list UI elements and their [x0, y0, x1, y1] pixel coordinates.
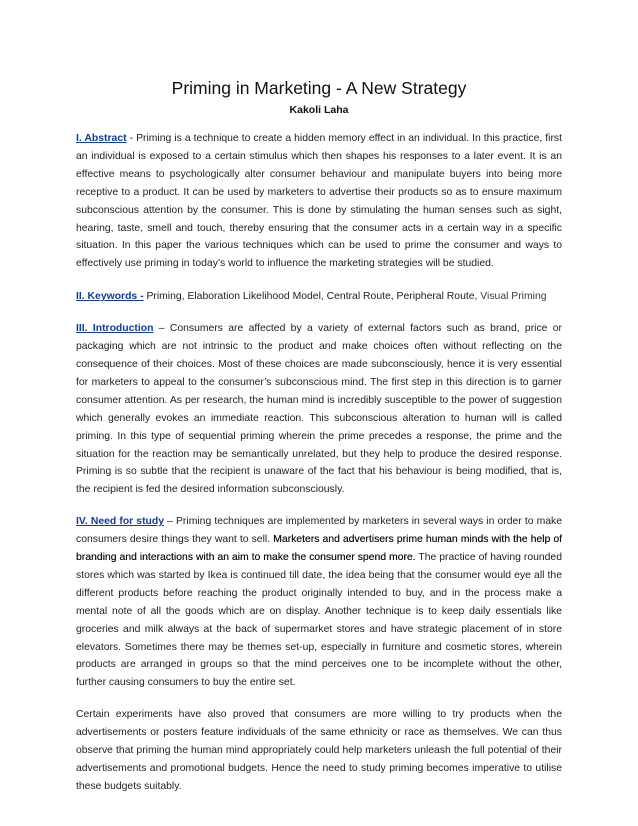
- need-for-study-section: [76, 513, 562, 692]
- introduction-heading: III. Introduction: [76, 323, 154, 335]
- abstract-body: Priming is a technique to create a hidden memory effect in an individual. In this practice, first an individual is exposed to a certain stimulus which then shapes his responses to a later event. It is an effective means to psychologically alter consumer behaviour and manipulate buyers into being more receptive to a product. It can be used by marketers to advertise their products so as to ensure maximum subconscious attention by the consumer. This is done by stimulating the human senses such as sight, hearing, taste, smell and touch, thereby ensuring that the consumer acts in a certain way in a specific situation. In this paper the various techniques which can be used to prime the consumer and ways to effectively use priming in today’s world to influence the marketing strategies will be studied.: [76, 133, 562, 270]
- keywords-section: [76, 288, 562, 306]
- introduction-body: Consumers are affected by a variety of external factors such as brand, price or packaging which are not intrinsic to the product and make choices often without reflecting on the consequence of their choices. Most of these choices are made subconsciously, hence it is very essential for marketers to appeal to the consumer’s subconscious mind. The first step in this direction is to garner consumer attention. As per research, the human mind is incredibly susceptible to the power of suggestion which generally evokes an immediate reaction. This subconscious alteration to human will is called priming. In this type of sequential priming wherein the prime precedes a response, the prime and the situation for the reaction may be semantically unrelated, but they help to produce the desired response. Priming is so subtle that the recipient is unaware of the fact that his behaviour is being modified, that is, the recipient is fed the desired information subconsciously.: [76, 323, 562, 496]
- document-content: [76, 76, 562, 796]
- need-for-study-highlight: Marketers and advertisers prime human minds with the help of branding and interactions with an aim to make the consumer spend more.: [76, 534, 562, 564]
- paper-title: Priming in Marketing - A New Strategy: [171, 78, 467, 98]
- experiments-paragraph: Certain experiments have also proved that consumers are more willing to try products when the advertisements or posters feature individuals of the same ethnicity or race as themselves. We can thus observe that priming the human mind appropriately could help marketers unleash the full potential of their advertisements and promotional budgets. Hence the need to study priming becomes imperative to utilise these budgets suitably.: [76, 709, 562, 792]
- paper-author: Kakoli Laha: [289, 104, 349, 116]
- need-for-study-body-end: The practice of having rounded stores which was started by Ikea is continued till date, the idea being that the consumer would eye all the different products before reaching the product originally intended to buy, and in the process make a mental note of all the goods which are on display. Another technique is to keep daily essentials like groceries and milk always at the back of supermarket stores and have strategic placement of in store elevators. Sometimes there may be themes set-up, especially in furniture and cosmetic stores, wherein products are arranged in groups so that the mind perceives one to be incomplete without the other, further causing consumers to buy the entire set.: [76, 552, 562, 689]
- introduction-section: [76, 320, 562, 499]
- need-for-study-separator: –: [164, 516, 176, 528]
- introduction-separator: –: [153, 323, 170, 335]
- need-for-study-body-start: Priming techniques are implemented by marketers in several ways in order to make consumers desire things they want to sell.: [76, 516, 562, 546]
- need-for-study-heading: IV. Need for study: [76, 516, 165, 528]
- keywords-tail: Visual Priming: [480, 291, 547, 303]
- keywords-body: Priming, Elaboration Likelihood Model, Central Route, Peripheral Route,: [143, 291, 481, 303]
- keywords-heading: II. Keywords -: [76, 291, 144, 303]
- abstract-separator: -: [126, 133, 137, 144]
- abstract-section: [76, 130, 562, 273]
- abstract-heading: I. Abstract: [76, 133, 127, 144]
